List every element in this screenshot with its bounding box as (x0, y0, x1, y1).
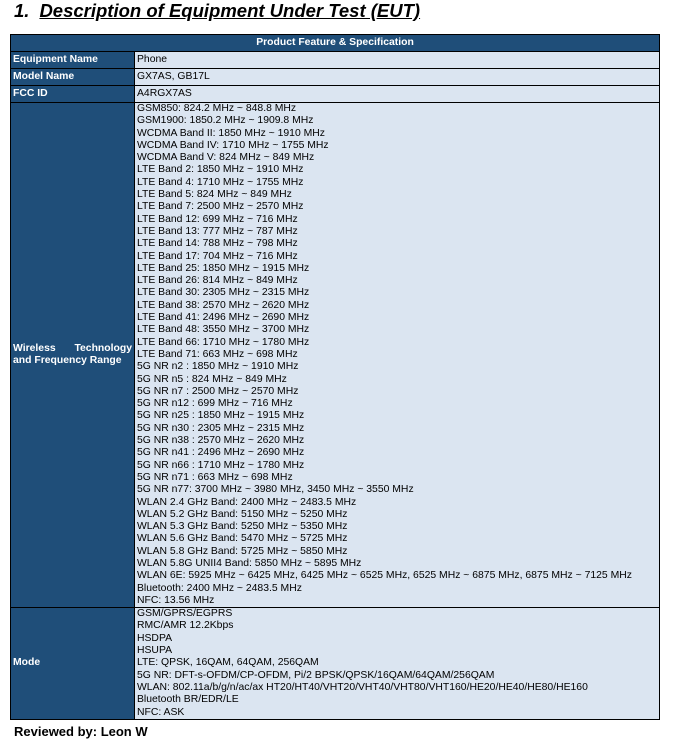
frequency-range-line: NFC: 13.56 MHz (137, 594, 215, 606)
frequency-range-line: 5G NR n41 : 2496 MHz ~ 2690 MHz (137, 447, 305, 459)
frequency-range-line: WLAN 5.6 GHz Band: 5470 MHz ~ 5725 MHz (137, 533, 348, 545)
wireless-label (11, 103, 135, 608)
mode-line: HSUPA (137, 645, 173, 657)
frequency-range-line: 5G NR n5 : 824 MHz ~ 849 MHz (137, 373, 287, 385)
frequency-range-line: LTE Band 26: 814 MHz ~ 849 MHz (137, 275, 298, 287)
section-heading (14, 0, 420, 22)
frequency-range-line: WLAN 5.3 GHz Band: 5250 MHz ~ 5350 MHz (137, 521, 348, 533)
frequency-range-line: WCDMA Band II: 1850 MHz ~ 1910 MHz (137, 127, 325, 139)
frequency-range-line: LTE Band 4: 1710 MHz ~ 1755 MHz (137, 176, 304, 188)
technology-label-word: Technology (74, 342, 132, 354)
table-row (11, 52, 660, 69)
frequency-range-line: LTE Band 66: 1710 MHz ~ 1780 MHz (137, 336, 310, 348)
frequency-range-line: LTE Band 7: 2500 MHz ~ 2570 MHz (137, 201, 304, 213)
frequency-range-line: WLAN 6E: 5925 MHz ~ 6425 MHz, 6425 MHz ~ 6525 MHz, 6525 MHz ~ 6875 MHz, 6875 MHz ~ 7125 MHz (137, 570, 632, 582)
frequency-range-line: 5G NR n38 : 2570 MHz ~ 2620 MHz (137, 435, 305, 447)
frequency-range-line: 5G NR n7 : 2500 MHz ~ 2570 MHz (137, 385, 299, 397)
frequency-range-line: WLAN 2.4 GHz Band: 2400 MHz ~ 2483.5 MHz (137, 496, 357, 508)
frequency-range-line: LTE Band 17: 704 MHz ~ 716 MHz (137, 250, 298, 262)
frequency-range-line: WCDMA Band V: 824 MHz ~ 849 MHz (137, 152, 315, 164)
frequency-range-line: 5G NR n66 : 1710 MHz ~ 1780 MHz (137, 459, 305, 471)
frequency-range-line: LTE Band 2: 1850 MHz ~ 1910 MHz (137, 164, 304, 176)
model-name-value: GX7AS, GB17L (135, 69, 660, 86)
frequency-range-line: 5G NR n77: 3700 MHz ~ 3980 MHz, 3450 MHz ~ 3550 MHz (137, 484, 414, 496)
frequency-range-line: WLAN 5.8 GHz Band: 5725 MHz ~ 5850 MHz (137, 545, 348, 557)
frequency-range-line: LTE Band 12: 699 MHz ~ 716 MHz (137, 213, 298, 225)
wireless-values (135, 103, 660, 608)
mode-line: RMC/AMR 12.2Kbps (137, 620, 234, 632)
mode-line: 5G NR: DFT-s-OFDM/CP-OFDM, Pi/2 BPSK/QPSK/16QAM/64QAM/256QAM (137, 669, 495, 681)
frequency-range-line: LTE Band 71: 663 MHz ~ 698 MHz (137, 348, 298, 360)
fcc-id-value: A4RGX7AS (135, 86, 660, 103)
frequency-range-line: GSM850: 824.2 MHz ~ 848.8 MHz (137, 103, 297, 114)
model-name-label: Model Name (11, 69, 135, 86)
frequency-range-label: and Frequency Range (13, 355, 122, 367)
section-title: Description of Equipment Under Test (EUT) (39, 0, 421, 21)
frequency-range-line: LTE Band 5: 824 MHz ~ 849 MHz (137, 189, 292, 201)
frequency-range-line: 5G NR n12 : 699 MHz ~ 716 MHz (137, 398, 293, 410)
frequency-range-line: LTE Band 25: 1850 MHz ~ 1915 MHz (137, 262, 310, 274)
frequency-range-line: 5G NR n25 : 1850 MHz ~ 1915 MHz (137, 410, 305, 422)
footer-partial-text: Reviewed by: Leon W (14, 724, 148, 739)
frequency-range-line: 5G NR n2 : 1850 MHz ~ 1910 MHz (137, 361, 299, 373)
mode-line: Bluetooth BR/EDR/LE (137, 694, 239, 706)
frequency-range-line: LTE Band 41: 2496 MHz ~ 2690 MHz (137, 312, 310, 324)
mode-line: WLAN: 802.11a/b/g/n/ac/ax HT20/HT40/VHT20/VHT40/VHT80/VHT160/HE20/HE40/HE80/HE160 (137, 681, 588, 693)
equipment-name-value: Phone (135, 52, 660, 69)
frequency-range-line: LTE Band 30: 2305 MHz ~ 2315 MHz (137, 287, 310, 299)
fcc-id-label: FCC ID (11, 86, 135, 103)
frequency-range-line: 5G NR n30 : 2305 MHz ~ 2315 MHz (137, 422, 305, 434)
frequency-range-line: 5G NR n71 : 663 MHz ~ 698 MHz (137, 471, 293, 483)
frequency-range-line: LTE Band 14: 788 MHz ~ 798 MHz (137, 238, 298, 250)
frequency-range-line: Bluetooth: 2400 MHz ~ 2483.5 MHz (137, 582, 302, 594)
frequency-range-line: LTE Band 48: 3550 MHz ~ 3700 MHz (137, 324, 310, 336)
frequency-range-line: LTE Band 13: 777 MHz ~ 787 MHz (137, 225, 298, 237)
frequency-range-line: WLAN 5.2 GHz Band: 5150 MHz ~ 5250 MHz (137, 508, 348, 520)
frequency-range-line: GSM1900: 1850.2 MHz ~ 1909.8 MHz (137, 115, 314, 127)
frequency-range-line: WCDMA Band IV: 1710 MHz ~ 1755 MHz (137, 139, 329, 151)
section-number: 1. (14, 0, 30, 21)
spec-table (10, 34, 660, 720)
mode-values (135, 608, 660, 720)
wireless-label-word: Wireless (13, 342, 56, 354)
table-header-row (11, 35, 660, 52)
table-row (11, 608, 660, 720)
frequency-range-line: WLAN 5.8G UNII4 Band: 5850 MHz ~ 5895 MHz (137, 557, 362, 569)
table-row (11, 69, 660, 86)
table-row (11, 103, 660, 608)
mode-line: NFC: ASK (137, 706, 185, 718)
frequency-range-line: LTE Band 38: 2570 MHz ~ 2620 MHz (137, 299, 310, 311)
mode-label: Mode (11, 608, 135, 720)
mode-line: GSM/GPRS/EGPRS (137, 608, 233, 620)
mode-line: LTE: QPSK, 16QAM, 64QAM, 256QAM (137, 657, 319, 669)
table-row (11, 86, 660, 103)
mode-line: HSDPA (137, 632, 173, 644)
equipment-name-label: Equipment Name (11, 52, 135, 69)
table-header: Product Feature & Specification (11, 35, 660, 52)
